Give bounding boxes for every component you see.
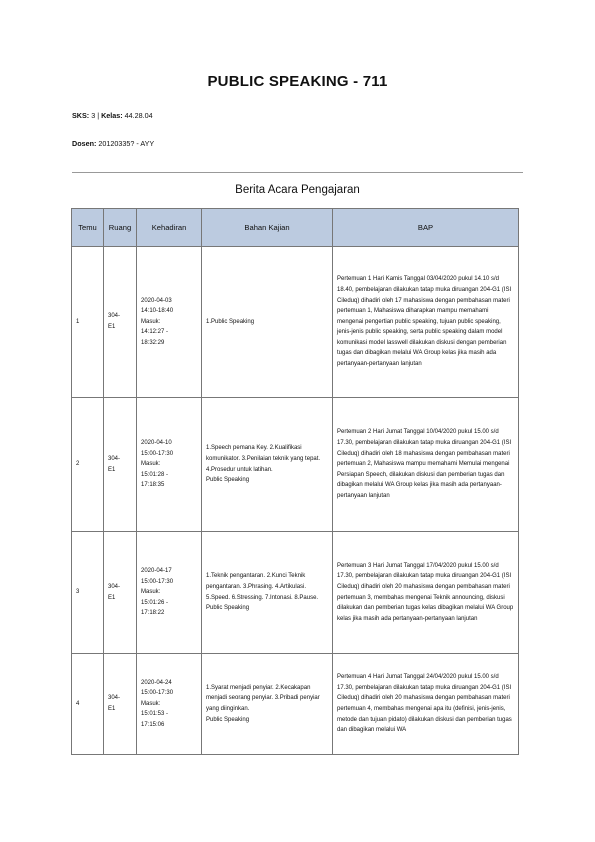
cell-kehadiran: 2020-04-24 15:00-17:30 Masuk: 15:01:53 - 17:15:06 (137, 654, 202, 755)
cell-kehadiran: 2020-04-03 14:10-18:40 Masuk: 14:12:27 - 18:32:29 (137, 247, 202, 398)
table-header-row (72, 209, 519, 247)
cell-ruang: 304- E1 (104, 398, 137, 532)
kelas-label: Kelas: (101, 111, 123, 120)
cell-ruang: 304- E1 (104, 654, 137, 755)
column-header-temu: Temu (72, 209, 104, 247)
cell-bap: Pertemuan 2 Hari Jumat Tanggal 10/04/2020 pukul 15.00 s/d 17.30, pembelajaran dilakukan tatap muka diruangan 204-G1 (ISI Cileduq) dihadiri oleh 18 mahasiswa dengan pembahasan materi pertemuan 2, Mahasiswa mampu memahami Memulai mengenai Persiapan Speech, dilakukan diskusi dan pemberian tugas dan dibagikan melalui WA Group kelas jika masih ada pertanyaan-pertanyaan lanjutan (333, 398, 519, 532)
column-header-ruang: Ruang (104, 209, 137, 247)
section-title: Berita Acara Pengajaran (235, 184, 360, 196)
cell-temu: 2 (72, 398, 104, 532)
divider (72, 172, 523, 173)
cell-bahan-kajian: 1.Syarat menjadi penyiar. 2.Kecakapan menjadi seorang penyiar. 3.Pribadi penyiar yang diinginkan. Public Speaking (202, 654, 333, 755)
cell-ruang: 304- E1 (104, 532, 137, 654)
sks-label: SKS: (72, 111, 90, 120)
course-meta (72, 111, 153, 120)
cell-temu: 1 (72, 247, 104, 398)
cell-kehadiran: 2020-04-17 15:00-17:30 Masuk: 15:01:26 - 17:18:22 (137, 532, 202, 654)
column-header-bahan-kajian: Bahan Kajian (202, 209, 333, 247)
bap-table (71, 208, 519, 755)
cell-bahan-kajian: 1.Speech pemana Key. 2.Kualifikasi komunikator. 3.Penilaian teknik yang tepat. 4.Prosedur untuk latihan. Public Speaking (202, 398, 333, 532)
dosen-value: 20120335? - AYY (98, 139, 155, 148)
cell-bap: Pertemuan 1 Hari Kamis Tanggal 03/04/2020 pukul 14.10 s/d 18.40, pembelajaran dilakukan tatap muka diruangan 204-G1 (ISI Cileduq) dihadiri oleh 17 mahasiswa dengan pembahasan materi pertemuan 1, Mahasiswa diharapkan mampu memahami mengenai pengertian public speaking, tujuan public speaking, jenis-jenis public speaking, serta public speaking dalam model komunikasi model lasswell dilakukan diskusi dengan pemberian tugas dan dibagikan melalui WA Group kelas jika masih ada pertanyaan-pertanyaan lanjutan (333, 247, 519, 398)
cell-ruang: 304- E1 (104, 247, 137, 398)
sks-value: 3 (91, 111, 96, 120)
meta-separator: | (97, 111, 100, 120)
kelas-value: 44.28.04 (124, 111, 153, 120)
table-row (72, 654, 519, 755)
column-header-bap: BAP (333, 209, 519, 247)
cell-temu: 4 (72, 654, 104, 755)
table-row (72, 532, 519, 654)
cell-temu: 3 (72, 532, 104, 654)
page-title: PUBLIC SPEAKING - 711 (207, 73, 388, 90)
cell-bap: Pertemuan 4 Hari Jumat Tanggal 24/04/2020 pukul 15.00 s/d 17.30, pembelajaran dilakukan tatap muka diruangan 204-G1 (ISI Cileduq) dihadiri oleh 20 mahasiswa dengan pembahasan materi pertemuan 4, membahas mengenai apa itu (definisi, jenis-jenis, metode dan tujuan pidato) dilakukan diskusi dan pemberian tugas dan dibagikan melalui WA (333, 654, 519, 755)
lecturer-meta (72, 139, 154, 148)
cell-bahan-kajian: 1.Public Speaking (202, 247, 333, 398)
table-row (72, 247, 519, 398)
table-row (72, 398, 519, 532)
cell-kehadiran: 2020-04-10 15:00-17:30 Masuk: 15:01:28 - 17:18:35 (137, 398, 202, 532)
cell-bahan-kajian: 1.Teknik pengantaran. 2.Kunci Teknik pengantaran. 3.Phrasing. 4.Artikulasi. 5.Speed. 6.Stressing. 7.Intonasi. 8.Pause. Public Speaking (202, 532, 333, 654)
cell-bap: Pertemuan 3 Hari Jumat Tanggal 17/04/2020 pukul 15.00 s/d 17.30, pembelajaran dilakukan tatap muka diruangan 204-G1 (ISI Cileduq) dihadiri oleh 20 mahasiswa dengan pembahasan materi pertemuan 3, membahas mengenai Teknik announcing, diskusi dilakukan dan pemberian tugas kelas dibagikan melalui WA Group kelas jika masih ada pertanyaan-pertanyaan lanjutan (333, 532, 519, 654)
column-header-kehadiran: Kehadiran (137, 209, 202, 247)
dosen-label: Dosen: (72, 139, 97, 148)
